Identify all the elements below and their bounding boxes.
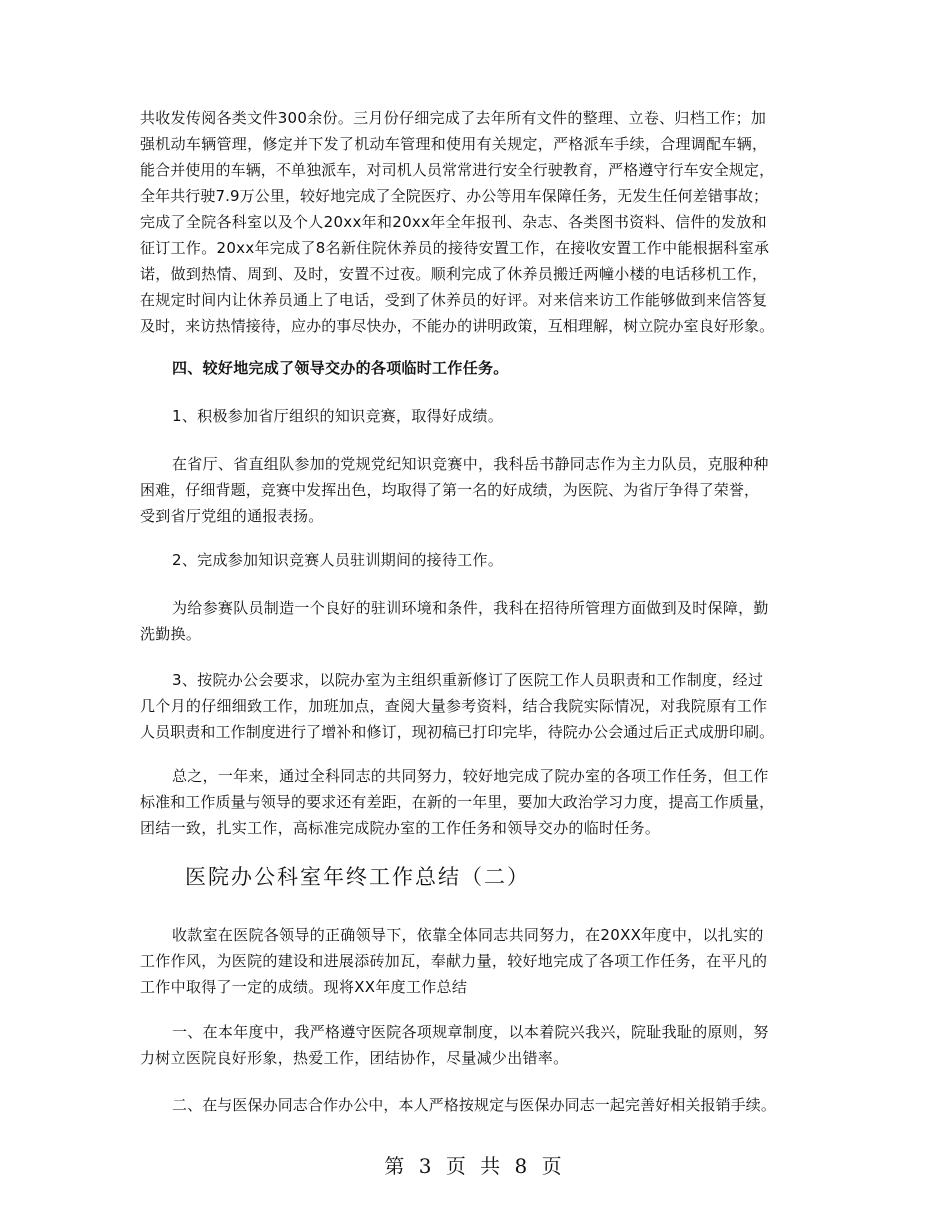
item-2-body	[140, 595, 830, 647]
text-line: 诺，做到热情、周到、及时，安置不过夜。顺利完成了休养员搬迁两幢小楼的电话移机工作，	[140, 265, 768, 283]
item-1-body	[140, 451, 830, 529]
text-line: 团结一致，扎实工作，高标准完成院办室的工作任务和领导交办的临时任务。	[140, 819, 661, 837]
text-line: 困难，仔细背题，竞赛中发挥出色，均取得了第一名的好成绩，为医院、为省厅争得了荣誉，	[140, 481, 760, 499]
text-line: 工作中取得了一定的成绩。现将XX年度工作总结	[140, 978, 468, 996]
heading-text: 四、较好地完成了领导交办的各项临时工作任务。	[172, 359, 509, 377]
text-line: 洗勤换。	[140, 625, 202, 643]
text-line: 能合并使用的车辆，不单独派车，对司机人员常常进行安全行驶教育，严格遵守行车安全规定，	[140, 161, 775, 179]
text-line: 工作作风，为医院的建设和进展添砖加瓦，奉献力量，较好地完成了各项工作任务，在平凡的	[140, 952, 768, 970]
text-line: 征订工作。20xx年完成了8名新住院休养员的接待安置工作，在接收安置工作中能根据科室承	[140, 239, 770, 257]
item-2-title	[172, 547, 832, 573]
text-line: 二、在与医保办同志合作办公中，本人严格按规定与医保办同志一起完善好相关报销手续。	[172, 1096, 777, 1114]
text-line: 几个月的仔细细致工作，加班加点，查阅大量参考资料，结合我院实际情况，对我院原有工作	[140, 697, 768, 715]
section-heading-4	[172, 355, 832, 381]
summary-paragraph	[140, 763, 830, 841]
item-1-title	[172, 403, 832, 429]
section-2-point-1	[140, 1019, 830, 1071]
text-line: 在省厅、省直组队参加的党规党纪知识竞赛中，我科岳书静同志作为主力队员，克服种种	[172, 455, 769, 473]
text-line: 人员职责和工作制度进行了增补和修订，现初稿已打印完毕，待院办公会通过后正式成册印刷。	[140, 723, 775, 741]
item-3-body	[140, 667, 830, 745]
item-title-text: 2、完成参加知识竞赛人员驻训期间的接待工作。	[172, 551, 504, 569]
text-line: 完成了全院各科室以及个人20xx年和20xx年全年报刊、杂志、各类图书资料、信件的发放和	[140, 213, 767, 231]
page-footer: 第 3 页 共 8 页	[384, 1154, 566, 1178]
text-line: 收款室在医院各领导的正确领导下，依靠全体同志共同努力，在20XX年度中，以扎实的	[172, 926, 764, 944]
text-line: 在规定时间内让休养员通上了电话，受到了休养员的好评。对来信来访工作能够做到来信答复	[140, 291, 768, 309]
text-line: 为给参赛队员制造一个良好的驻训环境和条件，我科在招待所管理方面做到及时保障，勤	[172, 599, 769, 617]
text-line: 3、按院办公会要求，以院办室为主组织重新修订了医院工作人员职责和工作制度，经过	[172, 671, 764, 689]
section-2-point-2	[140, 1092, 830, 1118]
text-line: 力树立医院良好形象，热爱工作，团结协作，尽量减少出错率。	[140, 1049, 569, 1067]
text-line: 总之，一年来，通过全科同志的共同努力，较好地完成了院办室的各项工作任务，但工作	[172, 767, 769, 785]
paragraph-intro	[140, 105, 830, 339]
section-2-intro	[140, 922, 830, 1000]
text-line: 一、在本年度中，我严格遵守医院各项规章制度，以本着院兴我兴，院耻我耻的原则，努	[172, 1023, 769, 1041]
text-line: 及时，来访热情接待，应办的事尽快办，不能办的讲明政策，互相理解，树立院办室良好形象。	[140, 317, 775, 335]
section-2-title: 医院办公科室年终工作总结（二）	[185, 865, 530, 889]
text-line: 全年共行驶7.9万公里，较好地完成了全院医疗、办公等用车保障任务，无发生任何差错事故；	[140, 187, 769, 205]
text-line: 强机动车辆管理，修定并下发了机动车管理和使用有关规定，严格派车手续，合理调配车辆，	[140, 135, 768, 153]
text-line: 受到省厅党组的通报表扬。	[140, 507, 324, 525]
text-line: 共收发传阅各类文件300余份。三月份仔细完成了去年所有文件的整理、立卷、归档工作；加	[140, 109, 767, 127]
text-line: 标准和工作质量与领导的要求还有差距，在新的一年里，要加大政治学习力度，提高工作质量，	[140, 793, 775, 811]
item-title-text: 1、积极参加省厅组织的知识竞赛，取得好成绩。	[172, 407, 504, 425]
